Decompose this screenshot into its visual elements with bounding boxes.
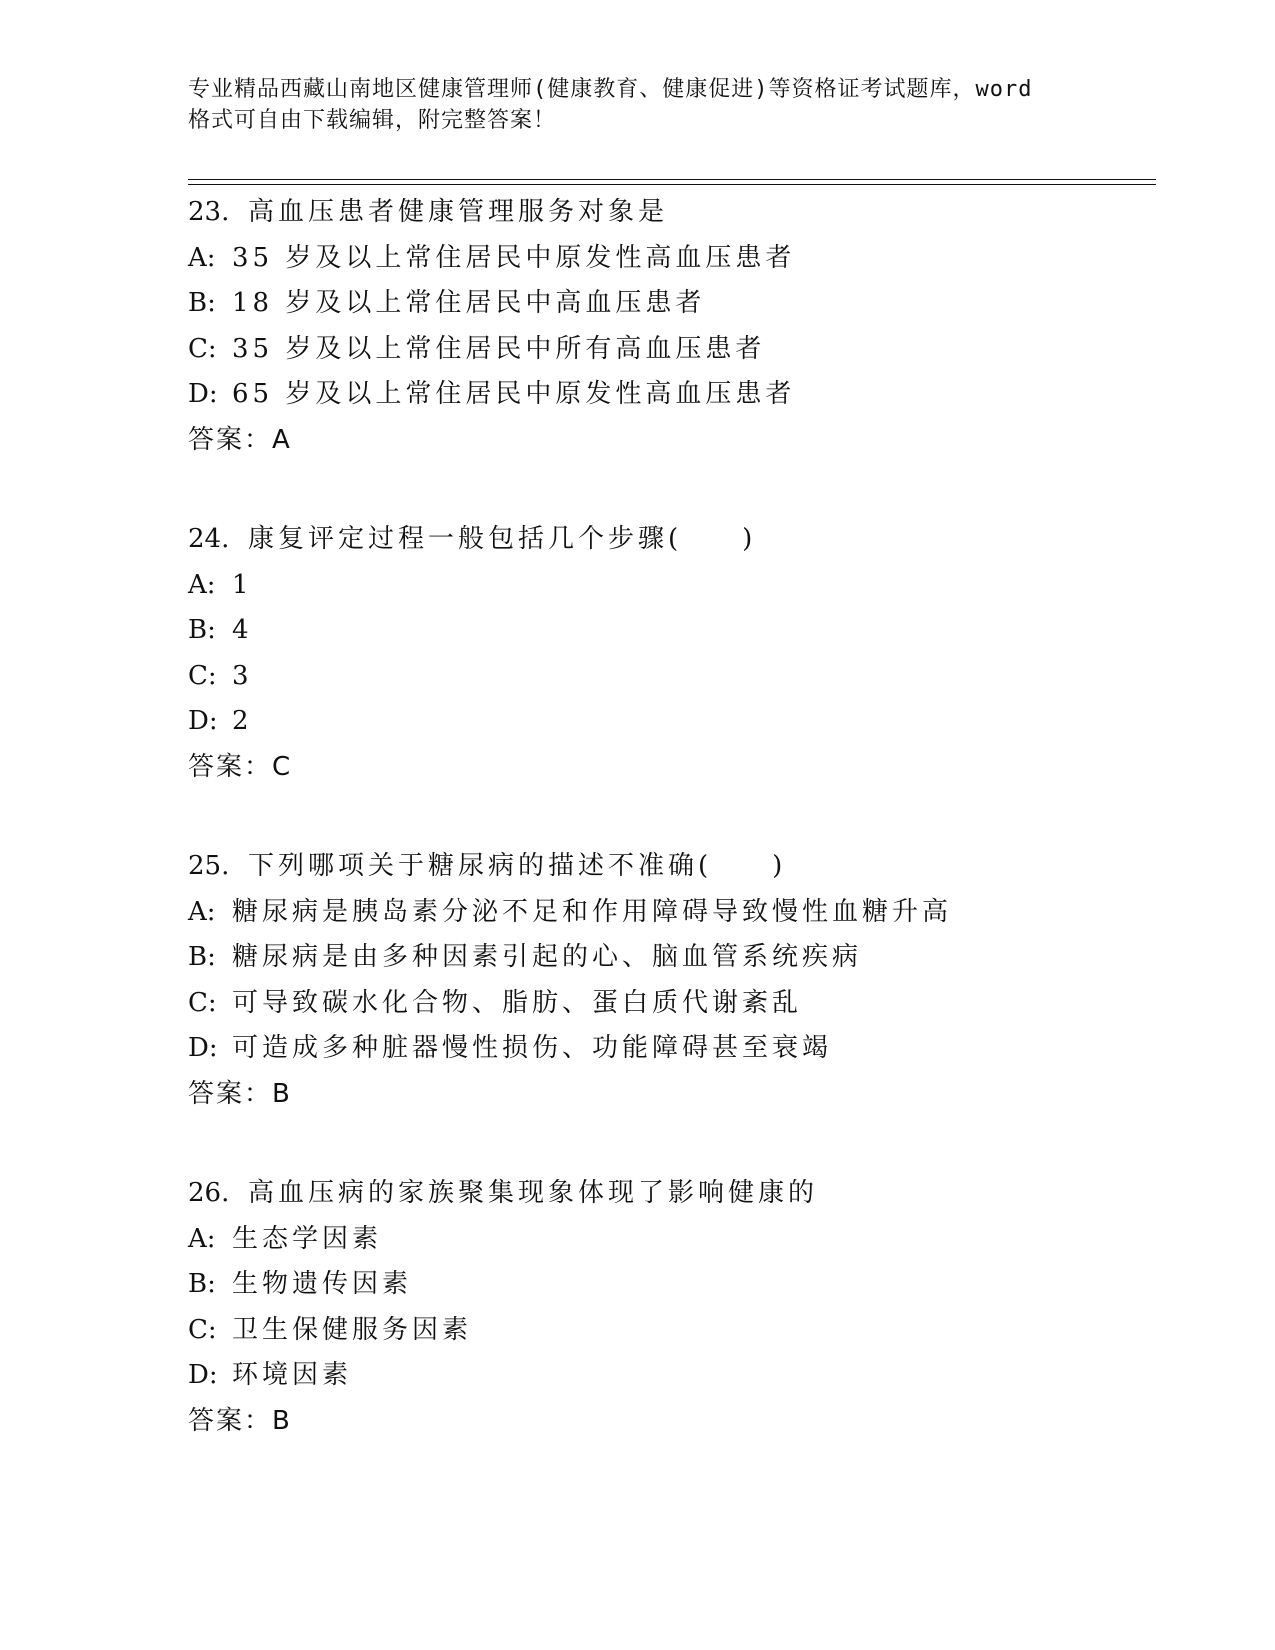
question-stem	[188, 190, 1148, 236]
option-key: C:	[188, 1314, 217, 1345]
answer-line: 答案：B	[188, 1078, 292, 1109]
option-key: D:	[188, 379, 218, 409]
option-text: 35 岁及以上常住居民中所有高血压患者	[232, 333, 766, 364]
option-text: 3	[232, 660, 253, 691]
option-key: A:	[188, 896, 216, 927]
question-text: 高血压患者健康管理服务对象是	[248, 197, 669, 227]
header-divider-bottom	[188, 184, 1156, 185]
option-text: 2	[232, 706, 253, 736]
answer-line: 答案：A	[188, 424, 292, 455]
question-number: 26.	[188, 1178, 230, 1208]
option-text: 4	[232, 615, 253, 645]
question-stem	[188, 517, 1148, 563]
option-text: 65 岁及以上常住居民中原发性高血压患者	[232, 379, 796, 409]
question-23	[188, 190, 1148, 463]
option-a	[188, 890, 1148, 936]
option-d	[188, 699, 1148, 745]
option-text: 环境因素	[232, 1360, 353, 1390]
document-header	[188, 74, 1088, 136]
question-24	[188, 517, 1148, 790]
header-divider-top	[188, 179, 1156, 180]
question-text: 高血压病的家族聚集现象体现了影响健康的	[248, 1178, 819, 1208]
option-d	[188, 1026, 1148, 1072]
question-number: 23.	[188, 197, 230, 227]
option-text: 可造成多种脏器慢性损伤、功能障碍甚至衰竭	[232, 1033, 833, 1063]
header-line-1: 专业精品西藏山南地区健康管理师(健康教育、健康促进)等资格证考试题库，word	[188, 77, 1033, 102]
option-a	[188, 236, 1148, 282]
option-c	[188, 981, 1148, 1027]
option-key: B:	[188, 1269, 216, 1299]
option-a	[188, 563, 1148, 609]
option-text: 卫生保健服务因素	[232, 1314, 473, 1345]
option-key: D:	[188, 706, 218, 736]
option-text: 生态学因素	[232, 1223, 383, 1254]
option-key: A:	[188, 569, 216, 600]
option-d	[188, 372, 1148, 418]
option-text: 1	[232, 569, 253, 600]
option-key: B:	[188, 942, 216, 972]
option-text: 35 岁及以上常住居民中原发性高血压患者	[232, 242, 796, 273]
option-key: B:	[188, 615, 216, 645]
option-key: A:	[188, 242, 216, 273]
option-key: C:	[188, 987, 217, 1018]
question-stem	[188, 844, 1148, 890]
option-b	[188, 935, 1148, 981]
option-key: D:	[188, 1033, 218, 1063]
option-b	[188, 1262, 1148, 1308]
option-text: 18 岁及以上常住居民中高血压患者	[232, 288, 706, 318]
option-d	[188, 1353, 1148, 1399]
option-a	[188, 1217, 1148, 1263]
option-c	[188, 327, 1148, 373]
answer-line: 答案：B	[188, 1405, 292, 1436]
question-text: 下列哪项关于糖尿病的描述不准确( )	[248, 851, 787, 881]
option-b	[188, 281, 1148, 327]
option-c	[188, 654, 1148, 700]
option-text: 生物遗传因素	[232, 1269, 413, 1299]
question-list	[188, 190, 1148, 1498]
question-number: 24.	[188, 524, 230, 554]
question-25	[188, 844, 1148, 1117]
option-b	[188, 608, 1148, 654]
option-key: A:	[188, 1223, 216, 1254]
option-key: C:	[188, 333, 217, 364]
answer-line: 答案：C	[188, 751, 293, 782]
question-26	[188, 1171, 1148, 1444]
question-stem	[188, 1171, 1148, 1217]
option-text: 可导致碳水化合物、脂肪、蛋白质代谢紊乱	[232, 987, 803, 1018]
option-key: C:	[188, 660, 217, 691]
option-key: B:	[188, 288, 216, 318]
question-text: 康复评定过程一般包括几个步骤( )	[248, 524, 757, 554]
option-key: D:	[188, 1360, 218, 1390]
option-text: 糖尿病是由多种因素引起的心、脑血管系统疾病	[232, 942, 863, 972]
option-text: 糖尿病是胰岛素分泌不足和作用障碍导致慢性血糖升高	[232, 896, 953, 927]
header-line-2: 格式可自由下载编辑，附完整答案！	[188, 108, 557, 133]
question-number: 25.	[188, 851, 230, 881]
option-c	[188, 1308, 1148, 1354]
